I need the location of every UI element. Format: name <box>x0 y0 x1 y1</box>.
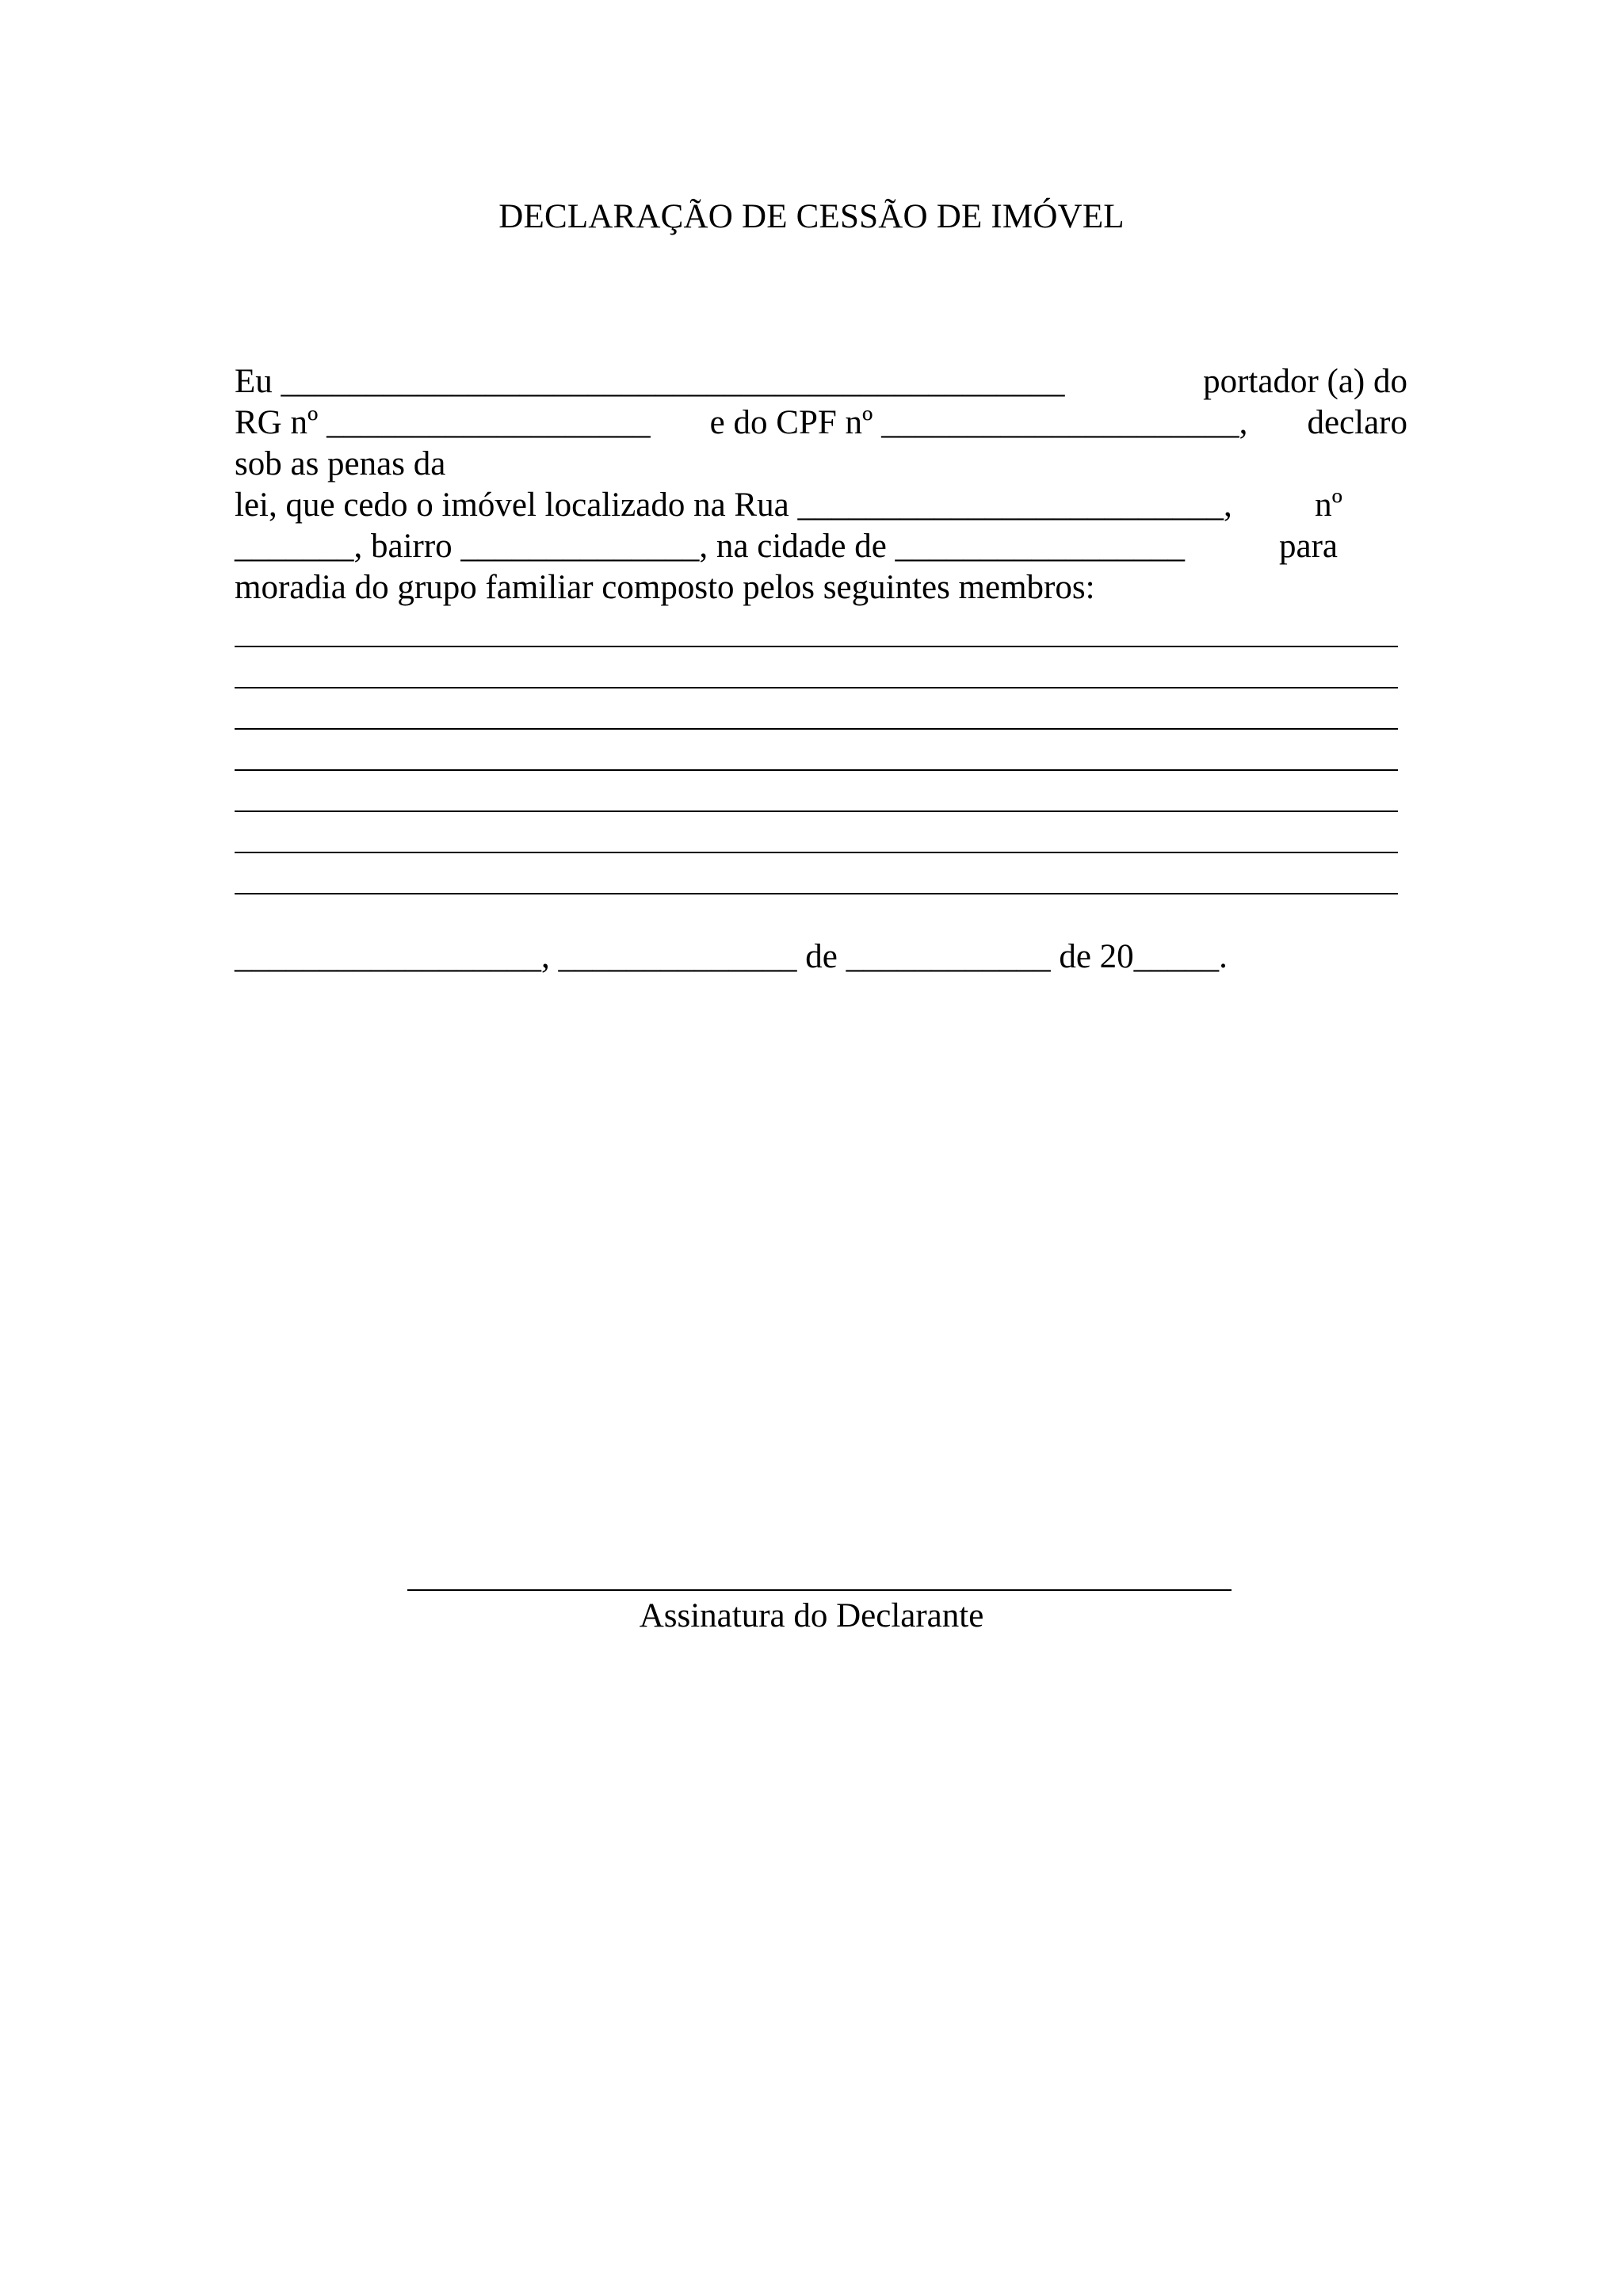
member-line-1 <box>235 646 1398 647</box>
neighborhood-city-text: _______, bairro ______________, na cidade de _________________ <box>235 528 1186 565</box>
declarant-name-text: Eu ______________________________________________ <box>235 363 1065 400</box>
member-line-7 <box>235 893 1398 894</box>
body-line-4 <box>235 485 1342 526</box>
body-line-6 <box>235 567 1407 608</box>
body-line-5 <box>235 526 1338 567</box>
household-text: moradia do grupo familiar composto pelos seguintes membros: <box>235 569 1095 606</box>
street-text: lei, que cedo o imóvel localizado na Rua _________________________, <box>235 486 1232 524</box>
member-line-3 <box>235 728 1398 730</box>
body-line-3 <box>235 444 1407 485</box>
declare-text: declaro <box>1307 404 1407 441</box>
body-line-2 <box>235 402 1407 444</box>
date-text: __________________, ______________ de ____________ de 20_____. <box>235 938 1228 975</box>
body-line-1 <box>235 361 1407 402</box>
document-title: DECLARAÇÃO DE CESSÃO DE IMÓVEL <box>498 198 1125 235</box>
member-line-6 <box>235 852 1398 853</box>
rg-text: RG nº ___________________ <box>235 404 651 441</box>
bearer-text: portador (a) do <box>1203 363 1407 400</box>
signature-line <box>407 1589 1232 1591</box>
for-text: para <box>1279 528 1338 565</box>
cpf-text: e do CPF nº _____________________, <box>709 404 1248 441</box>
date-line <box>235 936 1407 978</box>
member-line-2 <box>235 687 1398 688</box>
number-text: nº <box>1315 486 1342 524</box>
member-line-5 <box>235 810 1398 812</box>
signature-label: Assinatura do Declarante <box>639 1597 984 1634</box>
member-line-4 <box>235 769 1398 771</box>
penalty-text: sob as penas da <box>235 445 446 482</box>
